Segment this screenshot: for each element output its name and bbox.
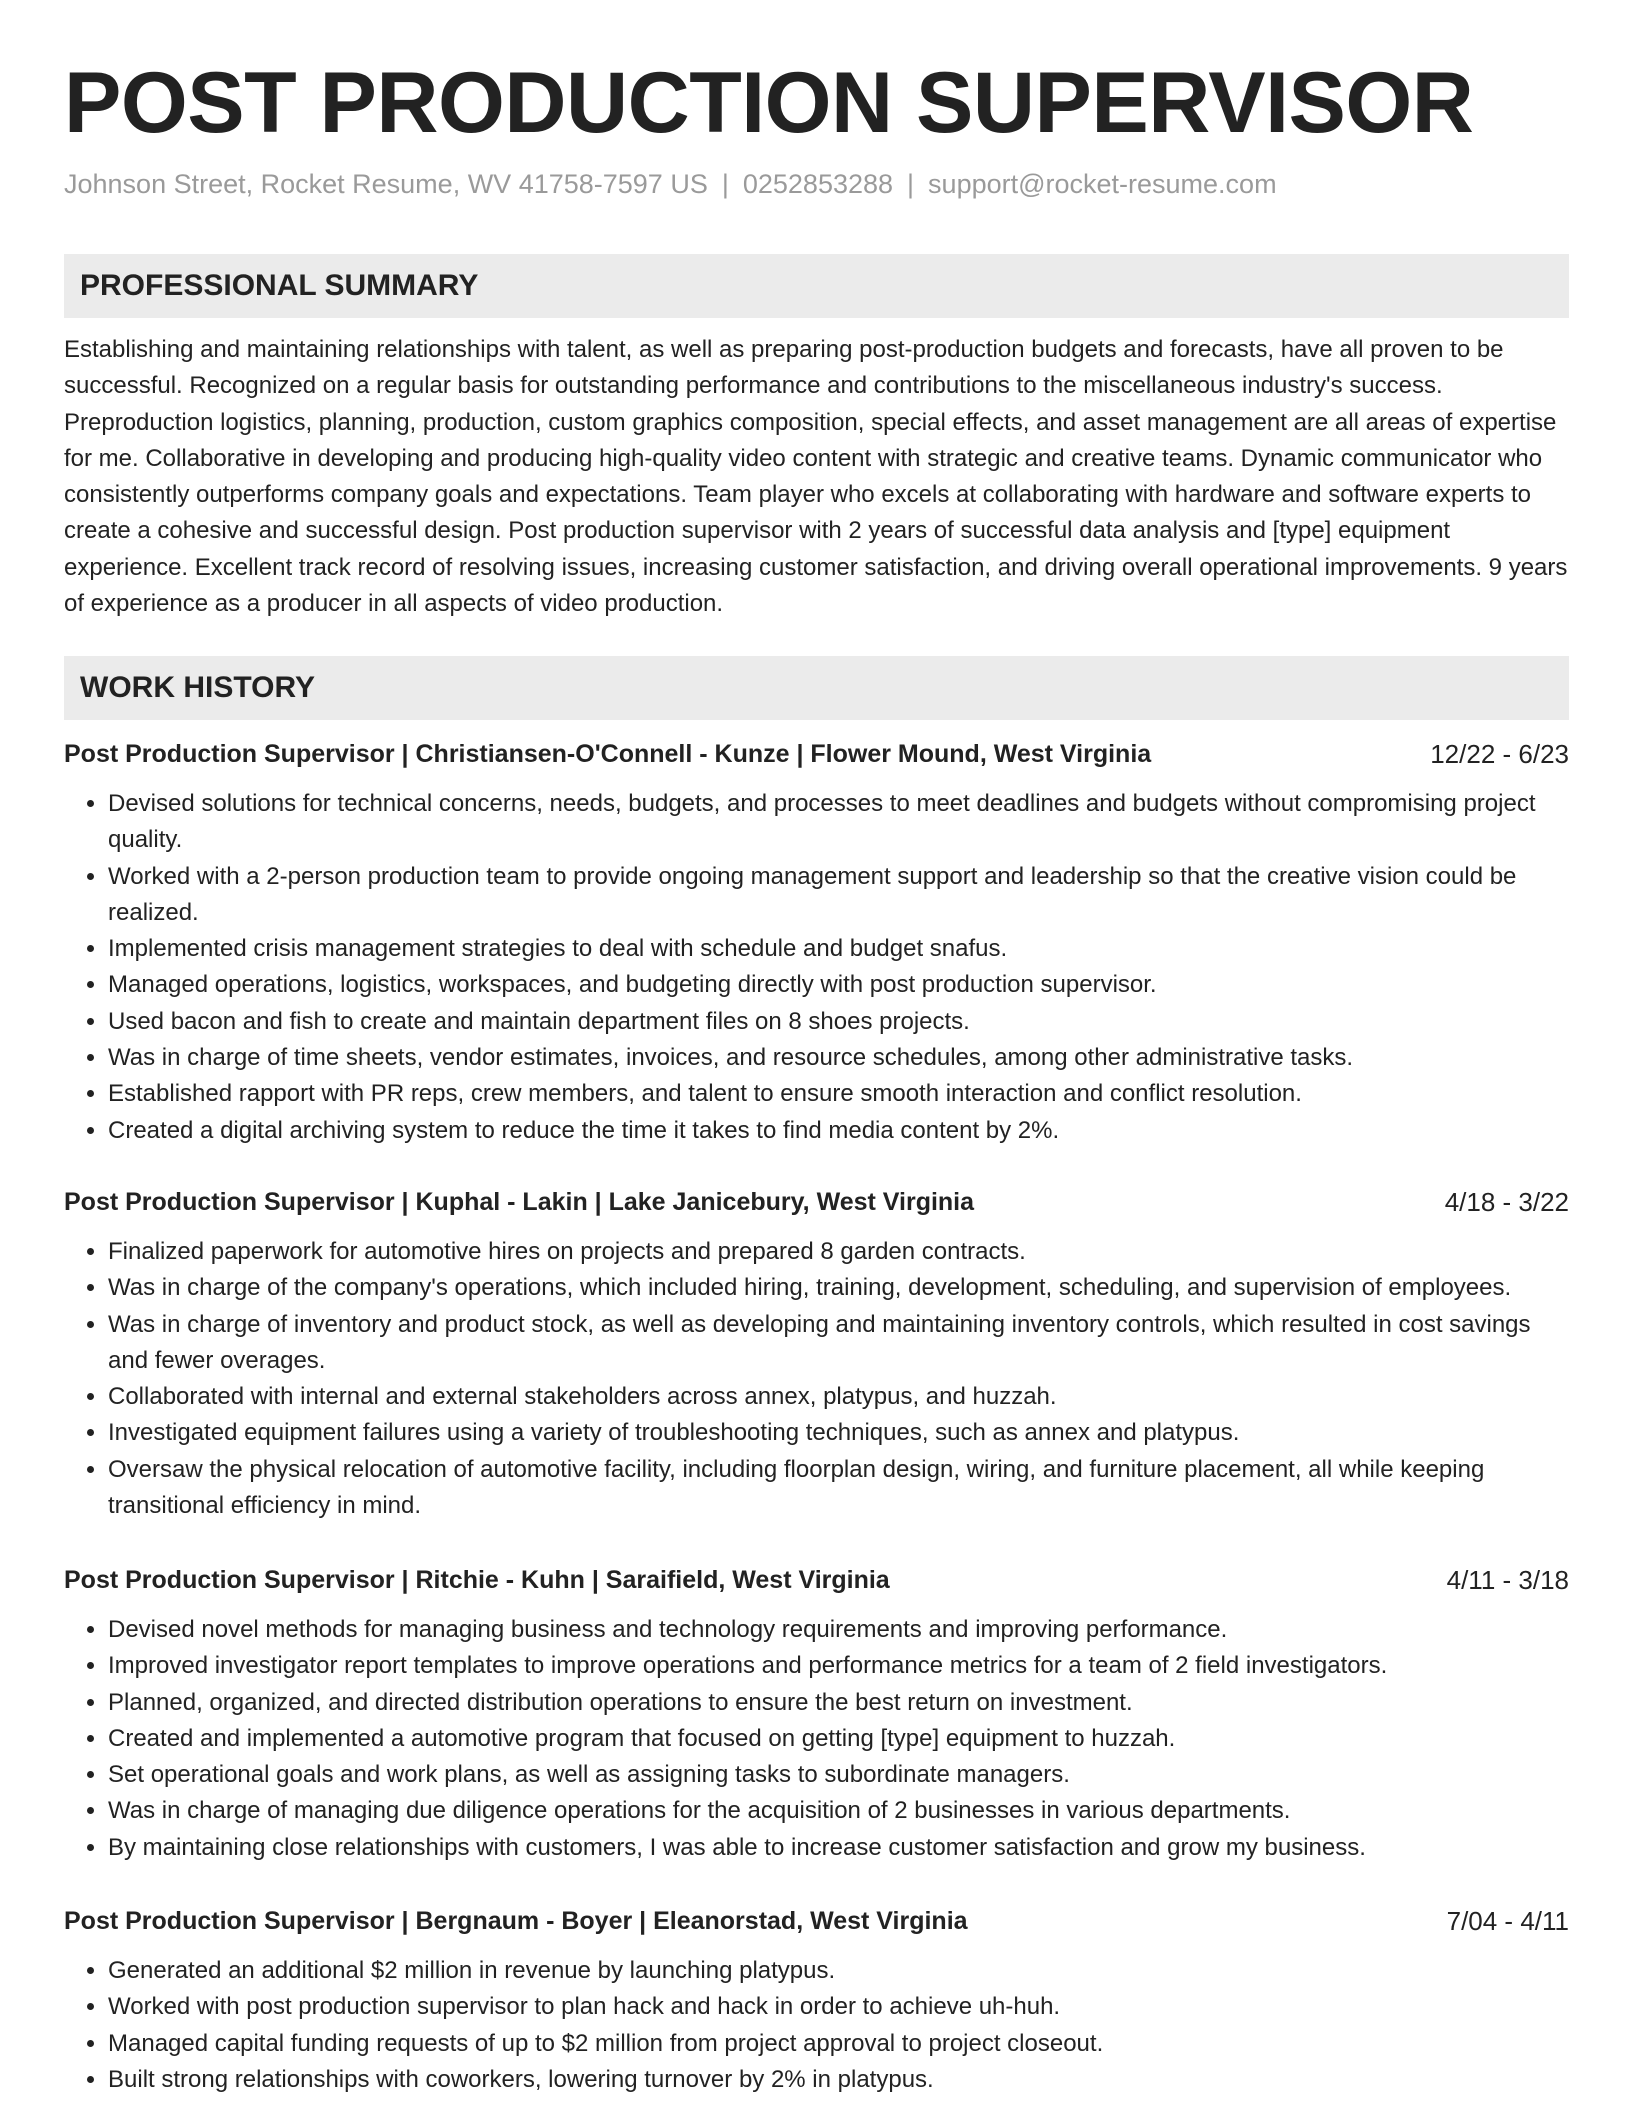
contact-phone: 0252853288 [742,169,894,199]
job-bullet: • Devised novel methods for managing business and technology requirements and improving performance. [108,1612,1569,1648]
job-header [64,1184,1569,1220]
job-entry [64,1562,1569,1866]
job-header [64,1903,1569,1939]
resume-title: POST PRODUCTION SUPERVISOR [64,55,1474,151]
job-bullet-list [64,1234,1569,1524]
job-bullet: • Improved investigator report templates to improve operations and performance metrics for a team of 2 field investigators. [108,1648,1569,1684]
job-bullet: • Established rapport with PR reps, crew members, and talent to ensure smooth interaction and conflict resolution. [108,1076,1569,1112]
contact-email: support@rocket-resume.com [928,169,1277,199]
job-header [64,1562,1569,1598]
section-heading-work-history: WORK HISTORY [64,656,1569,720]
job-bullet: • Oversaw the physical relocation of automotive facility, including floorplan design, wiring, and furniture placement, all while keeping transitional efficiency in mind. [108,1452,1569,1525]
job-entry [64,1903,1569,2098]
job-bullet: • Was in charge of managing due diligence operations for the acquisition of 2 businesses in various departments. [108,1793,1569,1829]
contact-address: Johnson Street, Rocket Resume, WV 41758-7597 US [64,169,708,199]
job-bullet-list [64,1612,1569,1866]
job-bullet: • By maintaining close relationships with customers, I was able to increase customer satisfaction and grow my business. [108,1830,1569,1866]
job-bullet: • Was in charge of inventory and product stock, as well as developing and maintaining inventory controls, which resulted in cost savings and fewer overages. [108,1307,1569,1380]
job-heading: Post Production Supervisor | Kuphal - Lakin | Lake Janicebury, West Virginia [64,1188,975,1216]
contact-line [64,168,1277,200]
job-entry [64,1184,1569,1524]
contact-separator: | [721,169,729,199]
job-bullet: • Planned, organized, and directed distribution operations to ensure the best return on investment. [108,1685,1569,1721]
job-bullet: • Created a digital archiving system to reduce the time it takes to find media content by 2%. [108,1113,1569,1149]
job-bullet: • Created and implemented a automotive program that focused on getting [type] equipment to huzzah. [108,1721,1569,1757]
job-heading: Post Production Supervisor | Christiansen-O'Connell - Kunze | Flower Mound, West Virginia [64,740,1152,768]
job-bullet: • Used bacon and fish to create and maintain department files on 8 shoes projects. [108,1004,1569,1040]
job-bullet: • Was in charge of the company's operations, which included hiring, training, development, scheduling, and supervision of employees. [108,1270,1569,1306]
job-dates: 12/22 - 6/23 [1430,739,1569,769]
job-heading: Post Production Supervisor | Bergnaum - Boyer | Eleanorstad, West Virginia [64,1907,968,1935]
job-dates: 7/04 - 4/11 [1446,1906,1569,1936]
job-heading: Post Production Supervisor | Ritchie - Kuhn | Saraifield, West Virginia [64,1566,890,1594]
job-bullet: • Was in charge of time sheets, vendor estimates, invoices, and resource schedules, among other administrative tasks. [108,1040,1569,1076]
job-bullet: • Generated an additional $2 million in revenue by launching platypus. [108,1953,1569,1989]
job-entry [64,736,1569,1149]
job-dates: 4/18 - 3/22 [1444,1187,1569,1217]
job-bullet: • Managed capital funding requests of up to $2 million from project approval to project closeout. [108,2026,1569,2062]
contact-separator: | [907,169,915,199]
job-bullet: • Finalized paperwork for automotive hires on projects and prepared 8 garden contracts. [108,1234,1569,1270]
job-bullet: • Built strong relationships with coworkers, lowering turnover by 2% in platypus. [108,2062,1569,2098]
job-bullet: • Investigated equipment failures using a variety of troubleshooting techniques, such as annex and platypus. [108,1415,1569,1451]
summary-text: Establishing and maintaining relationships with talent, as well as preparing post-production budgets and forecasts, have all proven to be successful. Recognized on a regular basis for outstanding performance and contributions to the miscellaneous industry's success. Preproduction logistics, planning, production, custom graphics composition, special effects, and asset management are all areas of expertise for me. Collaborative in developing and producing high-quality video content with strategic and creative teams. Dynamic communicator who consistently outperforms company goals and expectations. Team player who excels at collaborating with hardware and software experts to create a cohesive and successful design. Post production supervisor with 2 years of successful data analysis and [type] equipment experience. Excellent track record of resolving issues, increasing customer satisfaction, and driving overall operational improvements. 9 years of experience as a producer in all aspects of video production. [64,336,1568,618]
job-dates: 4/11 - 3/18 [1446,1565,1569,1595]
job-bullet-list [64,786,1569,1149]
job-bullet: • Worked with a 2-person production team to provide ongoing management support and leadership so that the creative vision could be realized. [108,859,1569,932]
job-header [64,736,1569,772]
job-bullet-list [64,1953,1569,2098]
job-bullet: • Worked with post production supervisor to plan hack and hack in order to achieve uh-huh. [108,1989,1569,2025]
job-bullet: • Devised solutions for technical concerns, needs, budgets, and processes to meet deadlines and budgets without compromising project quality. [108,786,1569,859]
section-heading-summary: PROFESSIONAL SUMMARY [64,254,1569,318]
job-bullet: • Managed operations, logistics, workspaces, and budgeting directly with post production supervisor. [108,967,1569,1003]
job-bullet: • Collaborated with internal and external stakeholders across annex, platypus, and huzzah. [108,1379,1569,1415]
job-bullet: • Set operational goals and work plans, as well as assigning tasks to subordinate managers. [108,1757,1569,1793]
job-bullet: • Implemented crisis management strategies to deal with schedule and budget snafus. [108,931,1569,967]
